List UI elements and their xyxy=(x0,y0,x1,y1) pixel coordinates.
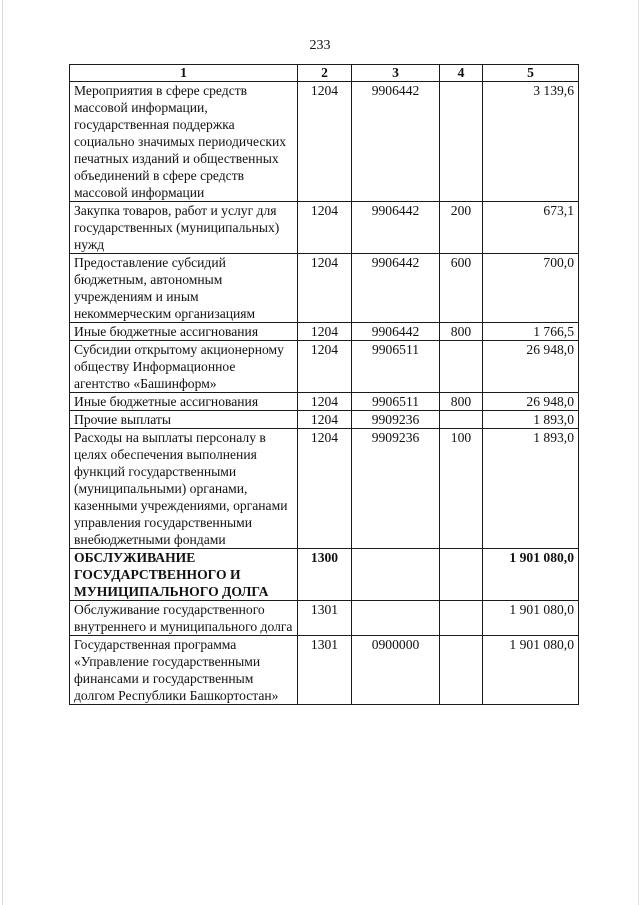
table-row xyxy=(70,549,579,601)
row-name: Обслуживание государственного внутреннего и муниципального долга xyxy=(70,601,298,636)
row-section-code: 1204 xyxy=(298,254,352,323)
header-col-5: 5 xyxy=(483,65,579,82)
row-target-code: 9909236 xyxy=(352,411,440,429)
row-target-code: 0900000 xyxy=(352,636,440,705)
row-section-code: 1301 xyxy=(298,636,352,705)
table-row xyxy=(70,82,579,202)
table-row xyxy=(70,411,579,429)
table-row xyxy=(70,393,579,411)
row-section-code: 1204 xyxy=(298,411,352,429)
row-section-code: 1204 xyxy=(298,393,352,411)
row-target-code: 9909236 xyxy=(352,429,440,549)
row-amount: 673,1 xyxy=(483,202,579,254)
header-col-1: 1 xyxy=(70,65,298,82)
row-name: Мероприятия в сфере средств массовой информации, государственная поддержка социально значимых периодических печатных изданий и общественных объединений в сфере средств массовой информации xyxy=(70,82,298,202)
row-name: Иные бюджетные ассигнования xyxy=(70,323,298,341)
header-col-2: 2 xyxy=(298,65,352,82)
row-section-code: 1204 xyxy=(298,429,352,549)
row-target-code: 9906511 xyxy=(352,393,440,411)
row-amount: 1 901 080,0 xyxy=(483,549,579,601)
row-expense-type xyxy=(440,341,483,393)
row-expense-type xyxy=(440,601,483,636)
table-row xyxy=(70,341,579,393)
header-col-3: 3 xyxy=(352,65,440,82)
row-amount: 700,0 xyxy=(483,254,579,323)
row-section-code: 1204 xyxy=(298,82,352,202)
row-name: Прочие выплаты xyxy=(70,411,298,429)
row-target-code: 9906442 xyxy=(352,202,440,254)
row-amount: 26 948,0 xyxy=(483,341,579,393)
row-expense-type: 800 xyxy=(440,393,483,411)
table-row xyxy=(70,254,579,323)
row-name: Предоставление субсидий бюджетным, автономным учреждениям и иным некоммерческим организациям xyxy=(70,254,298,323)
table-row xyxy=(70,601,579,636)
row-name: Субсидии открытому акционерному обществу Информационное агентство «Башинформ» xyxy=(70,341,298,393)
row-amount: 1 901 080,0 xyxy=(483,601,579,636)
row-name: Расходы на выплаты персоналу в целях обеспечения выполнения функций государственными (муниципальными) органами, казенными учреждениями, органами управления государственными внебюджетными фондами xyxy=(70,429,298,549)
budget-table xyxy=(69,64,579,705)
row-section-code: 1301 xyxy=(298,601,352,636)
row-amount: 1 893,0 xyxy=(483,411,579,429)
row-amount: 3 139,6 xyxy=(483,82,579,202)
table-row xyxy=(70,429,579,549)
row-expense-type xyxy=(440,636,483,705)
row-target-code: 9906511 xyxy=(352,341,440,393)
row-amount: 1 901 080,0 xyxy=(483,636,579,705)
table-header xyxy=(70,65,579,82)
row-target-code xyxy=(352,549,440,601)
header-row xyxy=(70,65,579,82)
row-expense-type: 200 xyxy=(440,202,483,254)
page-number: 233 xyxy=(309,38,331,53)
row-amount: 1 766,5 xyxy=(483,323,579,341)
row-section-code: 1300 xyxy=(298,549,352,601)
row-name: Иные бюджетные ассигнования xyxy=(70,393,298,411)
table-row xyxy=(70,202,579,254)
row-target-code: 9906442 xyxy=(352,82,440,202)
row-expense-type: 800 xyxy=(440,323,483,341)
row-name: ОБСЛУЖИВАНИЕ ГОСУДАРСТВЕННОГО И МУНИЦИПАЛЬНОГО ДОЛГА xyxy=(70,549,298,601)
scan-edge-right xyxy=(638,0,639,905)
header-col-4: 4 xyxy=(440,65,483,82)
row-section-code: 1204 xyxy=(298,202,352,254)
table-row xyxy=(70,636,579,705)
row-expense-type xyxy=(440,411,483,429)
row-section-code: 1204 xyxy=(298,341,352,393)
row-target-code: 9906442 xyxy=(352,323,440,341)
row-name: Государственная программа «Управление государственными финансами и государственным долгом Республики Башкортостан» xyxy=(70,636,298,705)
table-body xyxy=(70,82,579,705)
row-target-code xyxy=(352,601,440,636)
row-amount: 26 948,0 xyxy=(483,393,579,411)
row-expense-type xyxy=(440,82,483,202)
row-expense-type xyxy=(440,549,483,601)
row-expense-type: 600 xyxy=(440,254,483,323)
row-amount: 1 893,0 xyxy=(483,429,579,549)
table-row xyxy=(70,323,579,341)
row-section-code: 1204 xyxy=(298,323,352,341)
row-name: Закупка товаров, работ и услуг для государственных (муниципальных) нужд xyxy=(70,202,298,254)
row-expense-type: 100 xyxy=(440,429,483,549)
row-target-code: 9906442 xyxy=(352,254,440,323)
scan-edge-left xyxy=(2,0,3,905)
